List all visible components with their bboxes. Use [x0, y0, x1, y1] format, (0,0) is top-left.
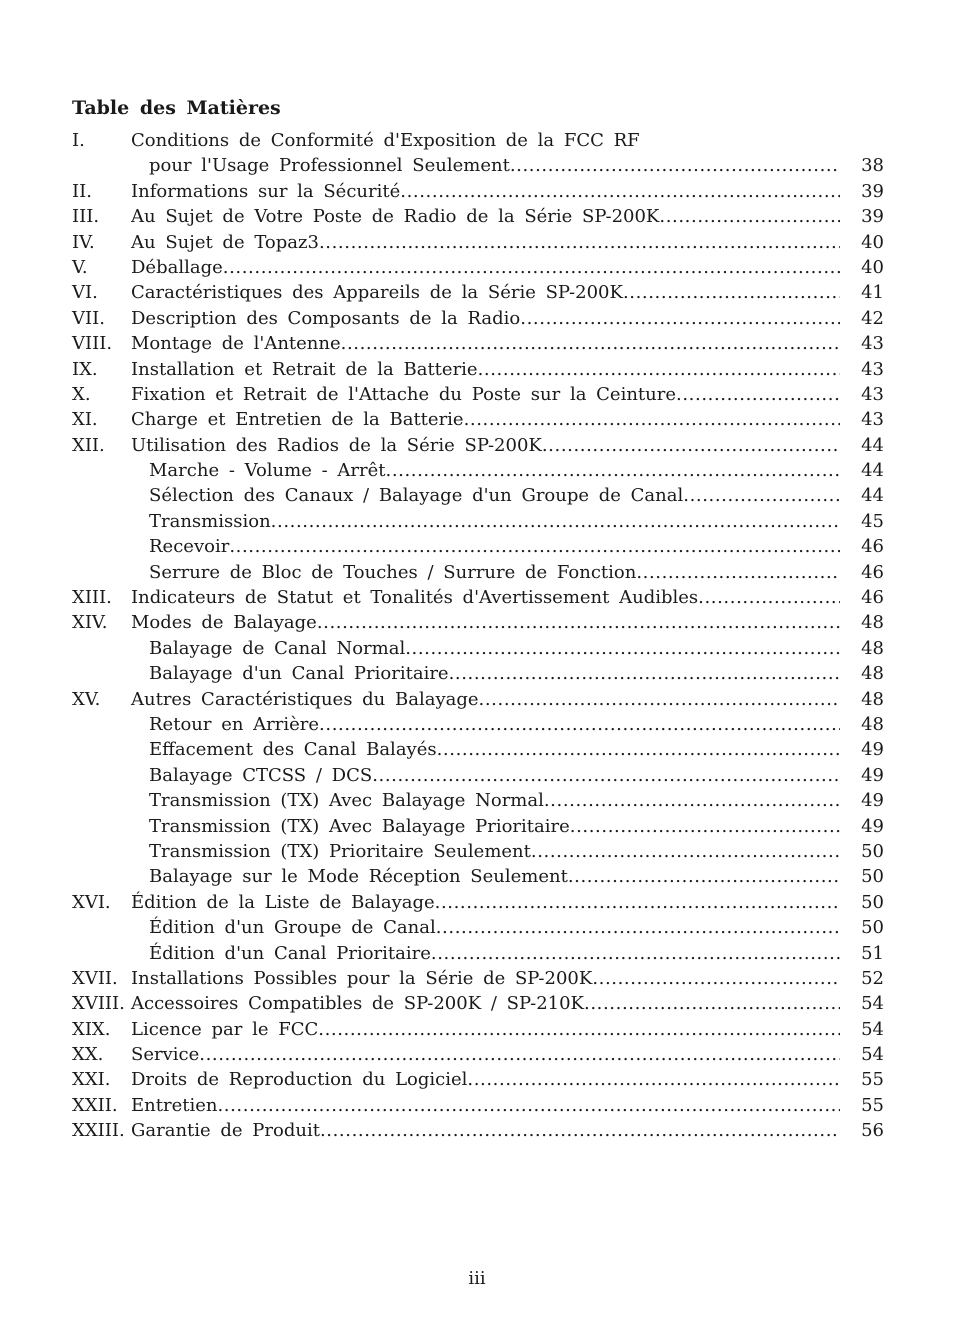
toc-entry-number: IX.: [72, 358, 98, 380]
toc-entry-page: 48: [861, 688, 884, 710]
dot-leader: [317, 612, 840, 633]
dot-leader: [698, 587, 840, 608]
toc-entry-page: 45: [861, 510, 884, 532]
toc-entry-page: 43: [861, 409, 884, 431]
toc-entry-page: 46: [861, 561, 884, 583]
toc-entry-title: Informations sur la Sécurité: [131, 180, 401, 202]
toc-entry-page: 46: [861, 536, 884, 558]
dot-leader: [683, 485, 840, 506]
toc-entry-page: 49: [861, 764, 884, 786]
toc-entry-title: Balayage de Canal Normal: [149, 637, 406, 659]
toc-entry-number: XXII.: [72, 1094, 118, 1116]
toc-entry-page: 44: [861, 434, 884, 456]
toc-subentry: [72, 841, 884, 866]
toc-subentry: [72, 485, 884, 510]
toc-entry-title: Indicateurs de Statut et Tonalités d'Avertissement Audibles: [131, 587, 699, 609]
toc-entry-title: Marche - Volume - Arrêt: [149, 460, 386, 482]
toc-entry: [72, 181, 884, 206]
toc-entry: [72, 435, 884, 460]
toc-entry: [72, 359, 884, 384]
toc-entry-title: Caractéristiques des Appareils de la Série SP-200K: [131, 282, 623, 304]
dot-leader: [229, 536, 840, 557]
dot-leader: [271, 511, 840, 532]
page-title: Table des Matières: [72, 97, 281, 119]
toc-entry-page: 39: [861, 180, 884, 202]
toc-entry: [72, 968, 884, 993]
dot-leader: [584, 993, 840, 1014]
toc-entry-number: XIX.: [72, 1018, 111, 1040]
dot-leader: [319, 232, 840, 253]
dot-leader: [431, 943, 840, 964]
toc-entry-number: XI.: [72, 409, 98, 431]
toc-entry-number: XVIII.: [72, 993, 125, 1015]
dot-leader: [435, 892, 840, 913]
toc-entry: [72, 130, 884, 155]
toc-entry-title: Transmission: [149, 510, 271, 532]
toc-entry-number: XII.: [72, 434, 105, 456]
toc-entry-title: Édition de la Liste de Balayage: [131, 891, 435, 913]
toc-subentry: [72, 943, 884, 968]
toc-entry-title: Balayage CTCSS / DCS: [149, 764, 373, 786]
toc-entry-title: Description des Composants de la Radio: [131, 307, 521, 329]
dot-leader: [437, 739, 840, 760]
toc-entry-title: Montage de l'Antenne: [131, 333, 341, 355]
dot-leader: [531, 841, 840, 862]
toc-entry-number: VIII.: [72, 333, 113, 355]
toc-entry-number: XXIII.: [72, 1120, 125, 1142]
toc-entry-page: 52: [861, 967, 884, 989]
toc-entry-title: Recevoir: [149, 536, 230, 558]
toc-subentry: [72, 638, 884, 663]
table-of-contents: [72, 130, 884, 1146]
toc-entry-title: Transmission (TX) Prioritaire Seulement: [149, 840, 531, 862]
toc-entry-page: 55: [861, 1069, 884, 1091]
toc-entry: [72, 257, 884, 282]
toc-entry-page: 48: [861, 612, 884, 634]
page-number: iii: [468, 1268, 486, 1289]
toc-entry-number: XIV.: [72, 612, 108, 634]
toc-entry: [72, 1095, 884, 1120]
toc-entry-page: 50: [861, 866, 884, 888]
dot-leader: [544, 790, 840, 811]
toc-entry-number: V.: [72, 256, 88, 278]
toc-entry-page: 39: [861, 206, 884, 228]
toc-entry-title: Serrure de Bloc de Touches / Surrure de Fonction: [149, 561, 637, 583]
dot-leader: [570, 816, 840, 837]
toc-entry-title: Transmission (TX) Avec Balayage Normal: [149, 790, 544, 812]
toc-entry-page: 41: [861, 282, 884, 304]
toc-entry-title: Installation et Retrait de la Batterie: [131, 358, 478, 380]
toc-entry-title: Entretien: [131, 1094, 218, 1116]
toc-entry-number: XXI.: [72, 1069, 111, 1091]
toc-entry-page: 54: [861, 1018, 884, 1040]
dot-leader: [542, 435, 840, 456]
dot-leader: [568, 866, 840, 887]
toc-entry-title: Garantie de Produit: [131, 1120, 320, 1142]
toc-subentry: [72, 739, 884, 764]
toc-entry-title: pour l'Usage Professionnel Seulement: [149, 155, 510, 177]
toc-entry-page: 43: [861, 383, 884, 405]
dot-leader: [520, 308, 840, 329]
dot-leader: [405, 638, 840, 659]
toc-entry-number: III.: [72, 206, 100, 228]
toc-entry: [72, 1044, 884, 1069]
dot-leader: [319, 714, 840, 735]
toc-entry-page: 40: [861, 256, 884, 278]
dot-leader: [318, 1019, 840, 1040]
toc-entry-number: VI.: [72, 282, 98, 304]
toc-subentry: [72, 511, 884, 536]
toc-entry-page: 56: [861, 1120, 884, 1142]
toc-entry-page: 50: [861, 840, 884, 862]
dot-leader: [320, 1120, 840, 1141]
toc-entry-page: 49: [861, 790, 884, 812]
toc-entry-page: 44: [861, 460, 884, 482]
toc-entry-page: 43: [861, 333, 884, 355]
toc-entry: [72, 612, 884, 637]
dot-leader: [623, 282, 840, 303]
toc-entry-number: XX.: [72, 1044, 104, 1066]
toc-entry-number: I.: [72, 130, 85, 151]
toc-entry: [72, 282, 884, 307]
toc-entry-page: 48: [861, 637, 884, 659]
toc-entry: [72, 409, 884, 434]
toc-entry-page: 46: [861, 587, 884, 609]
dot-leader: [467, 1069, 840, 1090]
toc-entry-page: 42: [861, 307, 884, 329]
toc-entry-title: Édition d'un Canal Prioritaire: [149, 942, 431, 964]
dot-leader: [386, 460, 841, 481]
toc-entry: [72, 689, 884, 714]
toc-subentry: [72, 663, 884, 688]
toc-entry: [72, 587, 884, 612]
toc-entry-page: 40: [861, 231, 884, 253]
toc-entry-title: Transmission (TX) Avec Balayage Prioritaire: [149, 815, 570, 837]
dot-leader: [479, 689, 840, 710]
toc-entry: [72, 206, 884, 231]
toc-entry-page: 49: [861, 739, 884, 761]
toc-entry-page: 44: [861, 485, 884, 507]
toc-subentry: [72, 917, 884, 942]
toc-entry: [72, 1069, 884, 1094]
dot-leader: [217, 1095, 840, 1116]
toc-subentry: [72, 562, 884, 587]
toc-entry-page: 43: [861, 358, 884, 380]
toc-entry: [72, 384, 884, 409]
dot-leader: [659, 206, 840, 227]
toc-entry-page: 49: [861, 815, 884, 837]
toc-subentry: [72, 790, 884, 815]
toc-entry: [72, 1120, 884, 1145]
toc-entry-title: Sélection des Canaux / Balayage d'un Groupe de Canal: [149, 485, 684, 507]
toc-entry-title: Retour en Arrière: [149, 713, 320, 735]
dot-leader: [341, 333, 840, 354]
toc-subentry: [72, 714, 884, 739]
toc-entry-page: 38: [861, 155, 884, 177]
toc-entry: [72, 1019, 884, 1044]
toc-entry-title: Utilisation des Radios de la Série SP-200K: [131, 434, 542, 456]
dot-leader: [223, 257, 840, 278]
toc-entry-number: XVI.: [72, 891, 111, 913]
dot-leader: [372, 765, 840, 786]
toc-entry-title: Service: [131, 1044, 200, 1066]
toc-subentry: [72, 536, 884, 561]
dot-leader: [592, 968, 840, 989]
toc-subentry: [72, 155, 884, 180]
toc-entry-title: Accessoires Compatibles de SP-200K / SP-210K: [131, 993, 585, 1015]
dot-leader: [636, 562, 840, 583]
toc-entry-page: 50: [861, 917, 884, 939]
toc-entry-page: 48: [861, 663, 884, 685]
toc-subentry: [72, 765, 884, 790]
toc-entry: [72, 333, 884, 358]
toc-entry-title: Au Sujet de Topaz3: [131, 231, 319, 253]
toc-entry-title: Conditions de Conformité d'Exposition de la FCC RF: [131, 130, 640, 151]
toc-entry-title: Édition d'un Groupe de Canal: [149, 917, 436, 939]
toc-subentry: [72, 816, 884, 841]
toc-entry-title: Charge et Entretien de la Batterie: [131, 409, 464, 431]
dot-leader: [510, 155, 840, 176]
toc-entry: [72, 232, 884, 257]
toc-entry-page: 48: [861, 713, 884, 735]
dot-leader: [436, 917, 840, 938]
toc-entry-title: Installations Possibles pour la Série de SP-200K: [131, 967, 593, 989]
toc-entry-title: Fixation et Retrait de l'Attache du Poste sur la Ceinture: [131, 383, 677, 405]
toc-entry: [72, 892, 884, 917]
toc-entry: [72, 993, 884, 1018]
toc-entry-title: Modes de Balayage: [131, 612, 317, 634]
toc-entry-title: Balayage sur le Mode Réception Seulement: [149, 866, 568, 888]
toc-entry-number: II.: [72, 180, 92, 202]
toc-entry-number: XVII.: [72, 967, 118, 989]
dot-leader: [676, 384, 840, 405]
toc-entry-number: VII.: [72, 307, 105, 329]
dot-leader: [199, 1044, 840, 1065]
toc-entry-title: Droits de Reproduction du Logiciel: [131, 1069, 468, 1091]
toc-entry: [72, 308, 884, 333]
toc-entry-page: 55: [861, 1094, 884, 1116]
toc-entry-title: Au Sujet de Votre Poste de Radio de la Série SP-200K: [131, 206, 660, 228]
toc-entry-title: Autres Caractéristiques du Balayage: [131, 688, 479, 710]
toc-entry-title: Déballage: [131, 256, 223, 278]
toc-entry-page: 54: [861, 993, 884, 1015]
toc-entry-title: Effacement des Canal Balayés: [149, 739, 437, 761]
toc-entry-number: XV.: [72, 688, 101, 710]
toc-entry-page: 50: [861, 891, 884, 913]
dot-leader: [478, 359, 840, 380]
toc-entry-number: XIII.: [72, 587, 112, 609]
toc-entry-page: 54: [861, 1044, 884, 1066]
toc-entry-page: 51: [861, 942, 884, 964]
dot-leader: [464, 409, 840, 430]
dot-leader: [400, 181, 840, 202]
toc-subentry: [72, 460, 884, 485]
toc-entry-title: Balayage d'un Canal Prioritaire: [149, 663, 449, 685]
toc-entry-number: X.: [72, 383, 91, 405]
toc-subentry: [72, 866, 884, 891]
toc-entry-number: IV.: [72, 231, 95, 253]
dot-leader: [449, 663, 840, 684]
toc-entry-title: Licence par le FCC: [131, 1018, 319, 1040]
